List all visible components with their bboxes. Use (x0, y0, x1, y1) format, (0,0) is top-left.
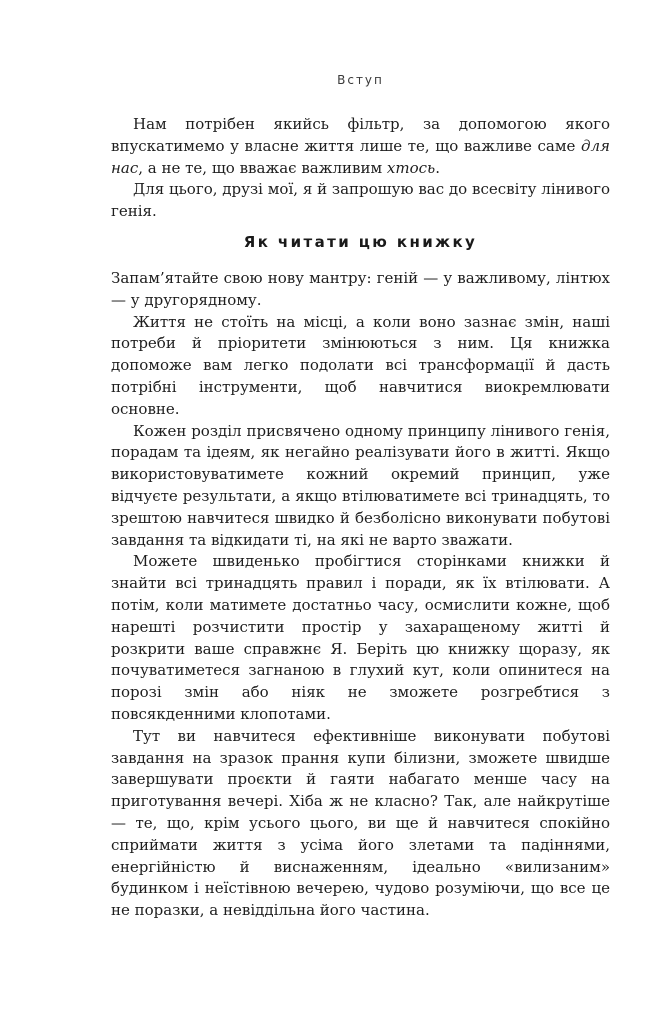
section-heading: Як читати цю книжку (243, 233, 478, 251)
paragraph (111, 179, 610, 223)
paragraph: Запам’ятайте свою нову мантру: геній — у важливому, лінтюх — у другорядному. (111, 269, 610, 309)
emphasis: хтось (386, 158, 436, 177)
running-head: Вступ (337, 73, 384, 87)
paragraph (111, 114, 610, 179)
paragraph: Кожен розділ присвячено одному принципу лінивого генія, порадам та ідеям, як негайно реалізувати його в житті. Якщо використовуватимете кожний окремий принцип, уже відчуєте результати, а якщо втілюватимете всі тринадцять, то зрештою навчитеся швидко й безболісно виконувати побутові завдання та відкидати ті, на які не варто зважати. (111, 421, 610, 549)
paragraph: Можете швиденько пробігтися сторінками книжки й знайти всі тринадцять правил і поради, як їх втілювати. А потім, коли матимете достатньо часу, осмислити кожне, щоб нарешті розчистити простір у захаращеному житті й розкрити ваше справжнє Я. Беріть цю книжку щоразу, як почуватиметеся загнаною в глухий кут, коли опинитеся на порозі змін або ніяк не зможете розгребтися з повсякденними клопотами. (111, 552, 610, 723)
paragraph: Тут ви навчитеся ефективніше виконувати побутові завдання на зразок прання купи білизни, зможете швидше завершувати проєкти й гаяти набагато менше часу на приготування вечері. Хіба ж не класно? Так, але найкрутіше — те, що, крім усього цього, ви ще й навчитеся спокійно сприймати життя з усіма його злетами та падіннями, енергійністю й виснаженням, ідеально «вилизаним» будинком і неїстівною вечерею, чудово розуміючи, що все це не поразки, а невіддільна його частина. (111, 726, 610, 920)
section-text (111, 268, 610, 922)
paragraph-text: . (435, 158, 440, 177)
paragraph-text: , а не те, що вважає важливим (138, 158, 387, 177)
paragraph-text: Нам потрібен якийсь фільтр, за допомогою якого впускатимемо у власне життя лише те, що важливе саме (111, 115, 610, 155)
paragraph: Життя не стоїть на місці, а коли воно зазнає змін, наші потреби й пріоритети змінюються з ним. Ця книжка допоможе вам легко подолати всі трансформації й дасть потрібні інструменти, щоб навчитися виокремлювати основне. (111, 312, 610, 418)
paragraph-text: Для цього, друзі мої, я й запрошую вас до всесвіту лінивого генія. (111, 180, 610, 221)
intro-text (111, 114, 610, 223)
emphasis: для нас (111, 136, 610, 177)
